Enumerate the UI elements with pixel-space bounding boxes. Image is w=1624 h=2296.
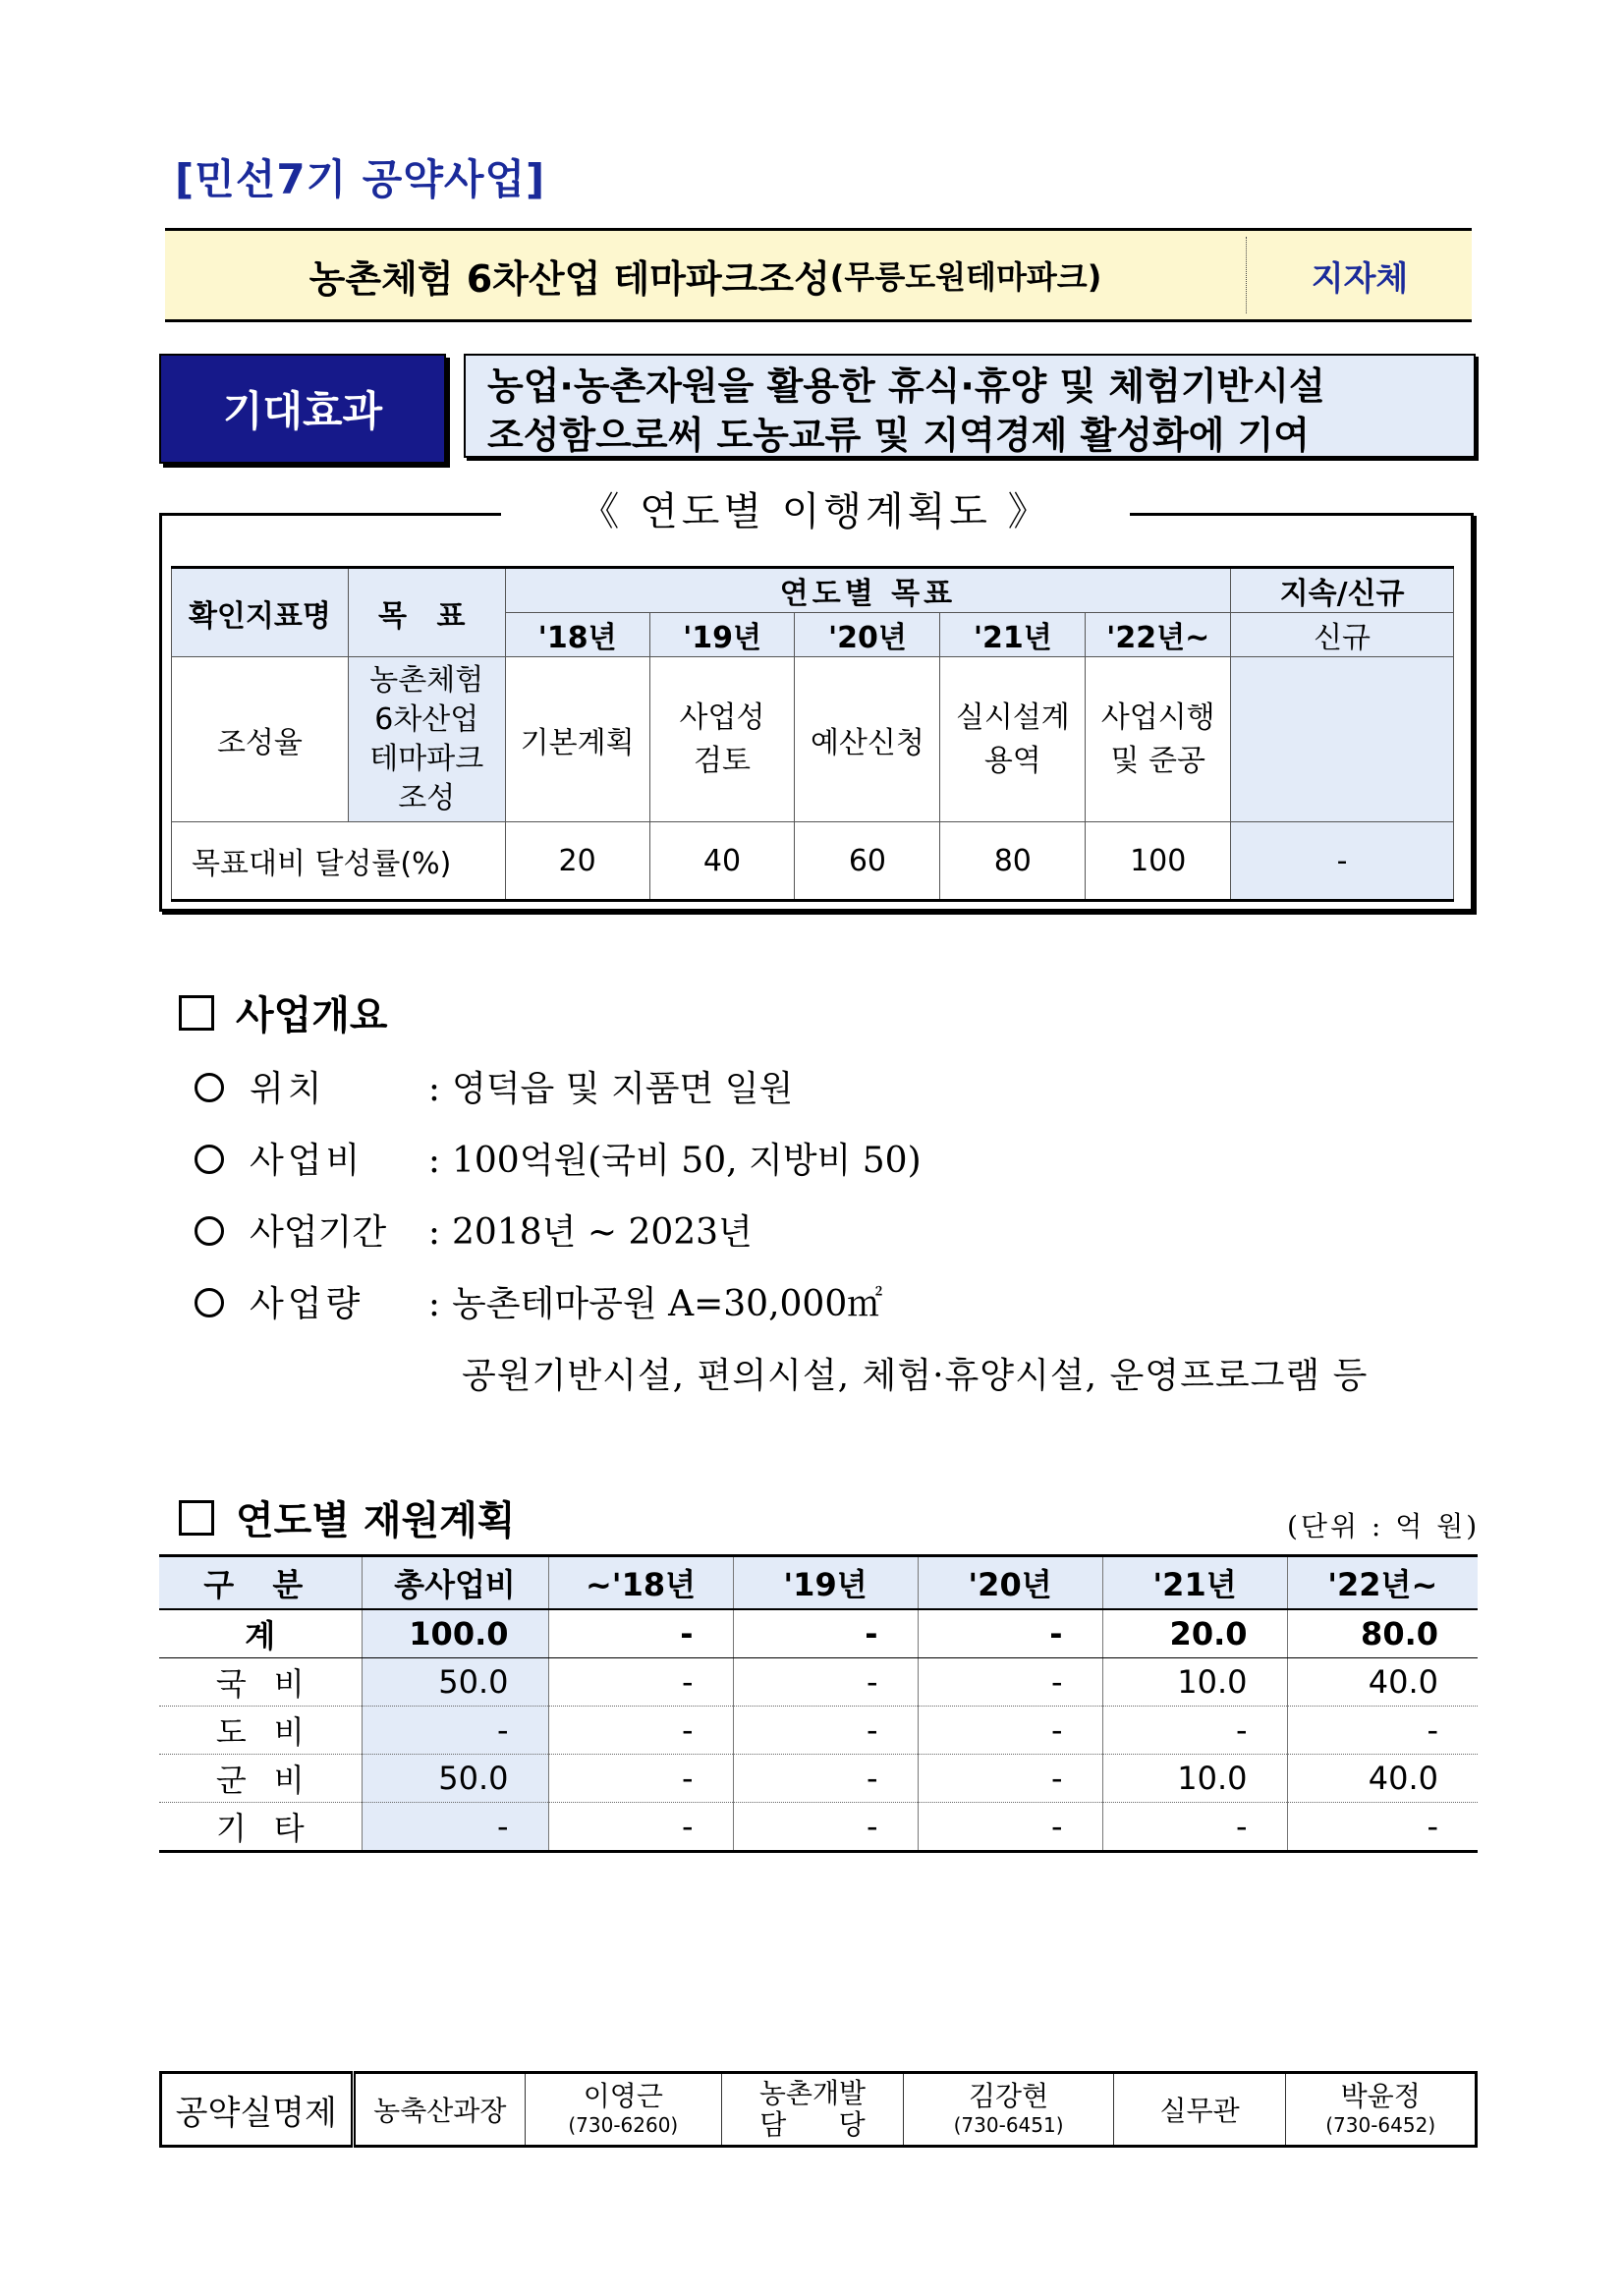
stage-line: 검토 [694, 743, 751, 778]
overview-item-value: 농촌테마공원 A=30,000㎡ [452, 1284, 883, 1324]
goal-line: 조성 [398, 780, 456, 815]
funding-cell: - [733, 1803, 918, 1852]
dept-role: 농축산과장 [353, 2073, 526, 2147]
circle-bullet-icon [195, 1073, 224, 1102]
funding-row-label: 군비 [159, 1755, 362, 1803]
table-row [159, 1609, 1478, 1658]
funding-cell: - [733, 1609, 918, 1658]
stage-line: 기본계획 [520, 725, 635, 760]
circle-bullet-icon [195, 1145, 224, 1174]
stage-line: 용역 [983, 743, 1041, 778]
stage-cell [940, 657, 1086, 822]
effect-line-2: 조성함으로써 도농교류 및 지역경제 활성화에 기여 [487, 414, 1311, 457]
checkbox-icon [179, 1500, 214, 1536]
funding-cell: 10.0 [1102, 1658, 1287, 1707]
overview-item-value: 2018년 ~ 2023년 [452, 1212, 753, 1253]
person-tel: (730-6260) [568, 2113, 679, 2137]
person-name: 이영근 [583, 2080, 663, 2112]
role-line: 농촌개발 [758, 2077, 867, 2109]
person-tel: (730-6452) [1325, 2113, 1436, 2137]
title-divider [1246, 237, 1247, 313]
person-1 [526, 2073, 722, 2147]
col-year-goal: 연도별 목표 [505, 568, 1230, 613]
funding-cell: - [548, 1803, 733, 1852]
funding-cell: - [1287, 1803, 1478, 1852]
col-goal: 목 표 [348, 568, 505, 657]
funding-cell: - [548, 1755, 733, 1803]
overview-item: 사업량 : 농촌테마공원 A=30,000㎡ [195, 1276, 882, 1326]
year-header: '18년 [505, 613, 649, 657]
circle-bullet-icon [195, 1288, 224, 1317]
funding-header: 구 분 [159, 1556, 362, 1610]
indicator-name: 조성율 [172, 657, 349, 822]
funding-header: '21년 [1102, 1556, 1287, 1610]
funding-cell: 50.0 [362, 1658, 548, 1707]
funding-cell: - [918, 1658, 1102, 1707]
status-value: 신규 [1231, 613, 1454, 657]
goal-line: 테마파크 [369, 741, 484, 776]
table-row [159, 1658, 1478, 1707]
person-name: 박윤정 [1340, 2080, 1421, 2112]
pledge-contact-table [159, 2071, 1478, 2148]
role-2 [721, 2073, 904, 2147]
overview-item-value: 100억원(국비 50, 지방비 50) [452, 1141, 922, 1181]
goal-line: 농촌체험 [369, 662, 484, 698]
stage-line: 사업시행 [1100, 700, 1215, 735]
year-header: '20년 [795, 613, 940, 657]
stage-cell [795, 657, 940, 822]
role-3: 실무관 [1113, 2073, 1286, 2147]
funding-cell: - [548, 1609, 733, 1658]
funding-header: ~'18년 [548, 1556, 733, 1610]
rate-value: 40 [649, 822, 795, 901]
goal-line: 6차산업 [374, 701, 479, 737]
stage-cell [649, 657, 795, 822]
overview-item-label: 사업비 [250, 1141, 364, 1181]
funding-cell: - [362, 1803, 548, 1852]
effect-line-1: 농업·농촌자원을 활용한 휴식·휴양 및 체험기반시설 [487, 364, 1325, 408]
project-title-band [165, 228, 1472, 322]
funding-cell: - [362, 1707, 548, 1755]
rate-value: 100 [1086, 822, 1231, 901]
col-indicator: 확인지표명 [172, 568, 349, 657]
overview-item-label: 사업기간 [250, 1212, 387, 1253]
role-line: 담 당 [759, 2108, 866, 2141]
funding-header: 총사업비 [362, 1556, 548, 1610]
stage-line: 및 준공 [1110, 743, 1205, 778]
funding-cell: - [548, 1707, 733, 1755]
funding-header: '19년 [733, 1556, 918, 1610]
funding-cell: - [918, 1755, 1102, 1803]
page-heading: [민선7기 공약사업] [175, 155, 546, 203]
person-tel: (730-6451) [953, 2113, 1064, 2137]
col-status: 지속/신규 [1231, 568, 1454, 613]
funding-unit: (단위 : 억 원) [1287, 1510, 1481, 1542]
funding-row-label: 계 [159, 1609, 362, 1658]
rate-label: 목표대비 달성률(%) [172, 822, 506, 901]
stage-cell [1086, 657, 1231, 822]
effect-description [464, 354, 1476, 458]
funding-cell: - [918, 1707, 1102, 1755]
project-title-sub: (무릉도원테마파크) [829, 258, 1102, 296]
person-2 [904, 2073, 1114, 2147]
overview-item-label: 사업량 [250, 1284, 364, 1324]
overview-item: 사업비 : 100억원(국비 50, 지방비 50) [195, 1133, 922, 1183]
funding-cell: 40.0 [1287, 1755, 1478, 1803]
overview-heading-text: 사업개요 [236, 993, 388, 1038]
funding-cell: - [733, 1658, 918, 1707]
table-row [159, 1707, 1478, 1755]
table-row [159, 1803, 1478, 1852]
year-header: '21년 [940, 613, 1086, 657]
funding-header: '22년~ [1287, 1556, 1478, 1610]
funding-row-label: 도비 [159, 1707, 362, 1755]
stage-line: 예산신청 [810, 725, 924, 760]
project-org: 지자체 [1311, 258, 1409, 299]
table-row [159, 1755, 1478, 1803]
funding-cell: - [733, 1707, 918, 1755]
funding-cell: 100.0 [362, 1609, 548, 1658]
person-3 [1286, 2073, 1477, 2147]
overview-item: 위치 : 영덕읍 및 지품면 일원 [195, 1061, 793, 1111]
goal-cell [348, 657, 505, 822]
year-header: '19년 [649, 613, 795, 657]
status-empty [1231, 657, 1454, 822]
overview-extra: 공원기반시설, 편의시설, 체험·휴양시설, 운영프로그램 등 [462, 1356, 1369, 1396]
pledge-title: 공약실명제 [161, 2073, 354, 2147]
funding-row-label: 기타 [159, 1803, 362, 1852]
funding-cell: 20.0 [1102, 1609, 1287, 1658]
checkbox-icon [179, 995, 214, 1031]
funding-table [159, 1554, 1478, 1853]
overview-item: 사업기간 : 2018년 ~ 2023년 [195, 1204, 753, 1255]
rate-value: 60 [795, 822, 940, 901]
funding-cell: 10.0 [1102, 1755, 1287, 1803]
funding-cell: 50.0 [362, 1755, 548, 1803]
rate-value: 20 [505, 822, 649, 901]
funding-cell: - [1102, 1707, 1287, 1755]
project-title-main: 농촌체험 6차산업 테마파크조성 [308, 256, 830, 301]
circle-bullet-icon [195, 1216, 224, 1246]
funding-cell: 80.0 [1287, 1609, 1478, 1658]
funding-header: '20년 [918, 1556, 1102, 1610]
funding-cell: - [918, 1609, 1102, 1658]
funding-cell: - [918, 1803, 1102, 1852]
funding-cell: 40.0 [1287, 1658, 1478, 1707]
person-name: 김강현 [969, 2080, 1049, 2112]
stage-line: 실시설계 [955, 700, 1070, 735]
funding-row-label: 국비 [159, 1658, 362, 1707]
funding-cell: - [548, 1658, 733, 1707]
rate-value: 80 [940, 822, 1086, 901]
overview-item-label: 위치 [250, 1069, 326, 1109]
stage-cell [505, 657, 649, 822]
funding-cell: - [1102, 1803, 1287, 1852]
funding-cell: - [1287, 1707, 1478, 1755]
funding-cell: - [733, 1755, 918, 1803]
roadmap-table [171, 566, 1454, 902]
effect-label: 기대효과 [159, 354, 446, 464]
roadmap-title: 《 연도별 이행계획도 》 [501, 483, 1130, 540]
overview-item-value: 영덕읍 및 지품면 일원 [452, 1069, 794, 1109]
rate-status: - [1231, 822, 1454, 901]
year-header: '22년~ [1086, 613, 1231, 657]
funding-heading-text: 연도별 재원계획 [236, 1498, 516, 1543]
overview-heading [179, 984, 388, 1040]
stage-line: 사업성 [679, 700, 765, 735]
funding-heading [179, 1489, 515, 1545]
project-title [165, 231, 1246, 319]
